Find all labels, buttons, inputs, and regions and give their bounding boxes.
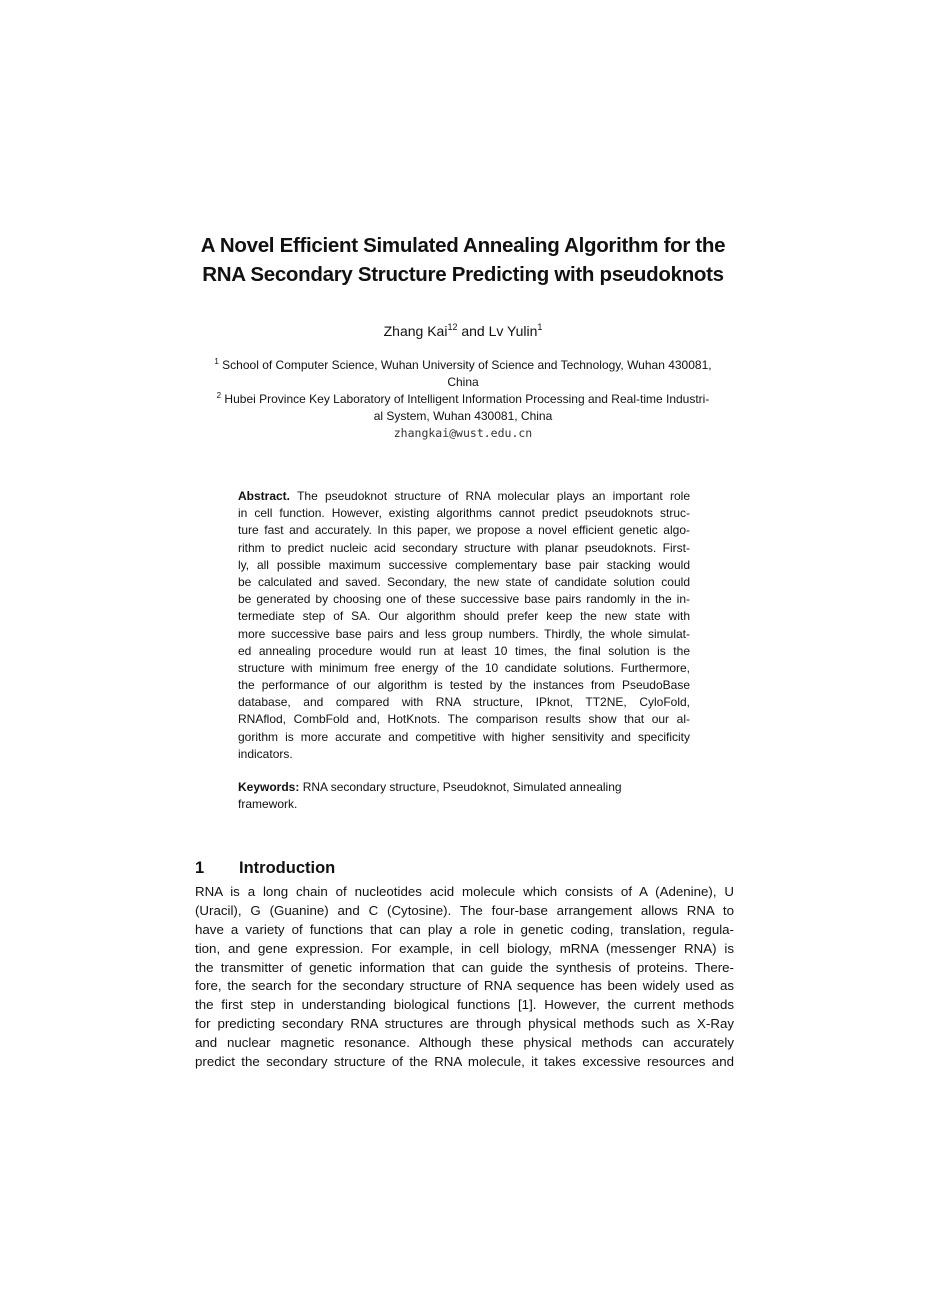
affiliation-line: al System, Wuhan 430081, China bbox=[373, 409, 553, 423]
author-name: Zhang Kai bbox=[383, 323, 448, 339]
abstract-line bbox=[238, 488, 690, 505]
author-affiliation-marker: 12 bbox=[447, 322, 458, 332]
abstract-line: ture fast and accurately. In this paper, we propose a novel efficient genetic algo- bbox=[238, 523, 690, 538]
affiliation-line bbox=[180, 357, 746, 374]
abstract-line: indicators. bbox=[238, 746, 293, 761]
affiliation-marker: 1 bbox=[214, 357, 219, 366]
title-line: A Novel Efficient Simulated Annealing Algorithm for the bbox=[200, 234, 726, 257]
author-list bbox=[150, 322, 776, 340]
paper-title bbox=[150, 231, 776, 289]
keywords-line: framework. bbox=[238, 797, 298, 812]
body-line: predict the secondary structure of the RNA molecule, it takes excessive resources and bbox=[195, 1054, 734, 1070]
keywords-text: RNA secondary structure, Pseudoknot, Simulated annealing bbox=[299, 780, 622, 794]
affiliations bbox=[180, 357, 746, 442]
abstract-line: database, and compared with RNA structure, IPknot, TT2NE, CyloFold, bbox=[238, 695, 690, 710]
body-line: the transmitter of genetic information that can guide the synthesis of proteins. There- bbox=[195, 959, 734, 975]
abstract bbox=[238, 488, 690, 763]
abstract-line: ed annealing procedure would run at least 10 times, the final solution is the bbox=[238, 643, 690, 658]
keywords bbox=[238, 779, 690, 813]
affiliation-line: China bbox=[447, 375, 479, 389]
body-line: the first step in understanding biological functions [1]. However, the current methods bbox=[195, 997, 734, 1013]
abstract-line: termediate step of SA. Our algorithm should prefer keep the new state with bbox=[238, 609, 690, 624]
section-body bbox=[195, 883, 734, 1072]
body-line: fore, the search for the secondary structure of RNA sequence has been widely used as bbox=[195, 978, 734, 994]
body-line: (Uracil), G (Guanine) and C (Cytosine). The four-base arrangement allows RNA to bbox=[195, 902, 734, 918]
title-line: RNA Secondary Structure Predicting with pseudoknots bbox=[202, 263, 724, 286]
abstract-line: the performance of our algorithm is tested by the instances from PseudoBase bbox=[238, 678, 690, 693]
affiliation-text: School of Computer Science, Wuhan University of Science and Technology, Wuhan 430081, bbox=[218, 358, 712, 372]
author-conjunction: and bbox=[457, 323, 489, 339]
body-line: RNA is a long chain of nucleotides acid molecule which consists of A (Adenine), U bbox=[195, 884, 734, 899]
section-title: Introduction bbox=[239, 858, 336, 877]
affiliation-marker: 2 bbox=[216, 391, 222, 400]
body-line: have a variety of functions that can play a role in genetic coding, translation, regula- bbox=[195, 921, 734, 937]
section-number: 1 bbox=[195, 858, 205, 877]
author-name: Lv Yulin bbox=[488, 323, 538, 339]
body-line: for predicting secondary RNA structures are through physical methods such as X-Ray bbox=[195, 1016, 734, 1032]
section-heading bbox=[195, 857, 335, 879]
abstract-line: more successive base pairs and less group numbers. Thirdly, the whole simulat- bbox=[238, 626, 690, 641]
abstract-line: be calculated and saved. Secondary, the new state of candidate solution could bbox=[238, 574, 690, 589]
abstract-line: in cell function. However, existing algorithms cannot predict pseudoknots struc- bbox=[238, 506, 690, 521]
abstract-text: The pseudoknot structure of RNA molecular plays an important role bbox=[290, 489, 690, 503]
author-affiliation-marker: 1 bbox=[537, 322, 543, 332]
abstract-line: gorithm is more accurate and competitive with higher sensitivity and specificity bbox=[238, 729, 690, 744]
affiliation-text: Hubei Province Key Laboratory of Intelligent Information Processing and Real-time Industri- bbox=[221, 392, 710, 406]
abstract-label: Abstract. bbox=[238, 489, 291, 503]
body-line: and nuclear magnetic resonance. Although these physical methods can accurately bbox=[195, 1035, 734, 1051]
abstract-line: be generated by choosing one of these successive base pairs randomly in the in- bbox=[238, 592, 690, 607]
abstract-line: ly, all possible maximum successive complementary base pair stacking would bbox=[238, 557, 690, 572]
abstract-line: rithm to predict nucleic acid secondary structure with planar pseudoknots. First- bbox=[238, 540, 690, 555]
abstract-line: structure with minimum free energy of the 10 candidate solutions. Furthermore, bbox=[238, 660, 690, 675]
keywords-line bbox=[238, 779, 690, 796]
keywords-label: Keywords: bbox=[238, 780, 300, 794]
affiliation-line bbox=[180, 391, 746, 408]
author-email[interactable]: zhangkai@wust.edu.cn bbox=[393, 426, 533, 440]
body-line: tion, and gene expression. For example, in cell biology, mRNA (messenger RNA) is bbox=[195, 940, 734, 956]
abstract-line: RNAflod, CombFold and, HotKnots. The comparison results show that our al- bbox=[238, 712, 690, 727]
